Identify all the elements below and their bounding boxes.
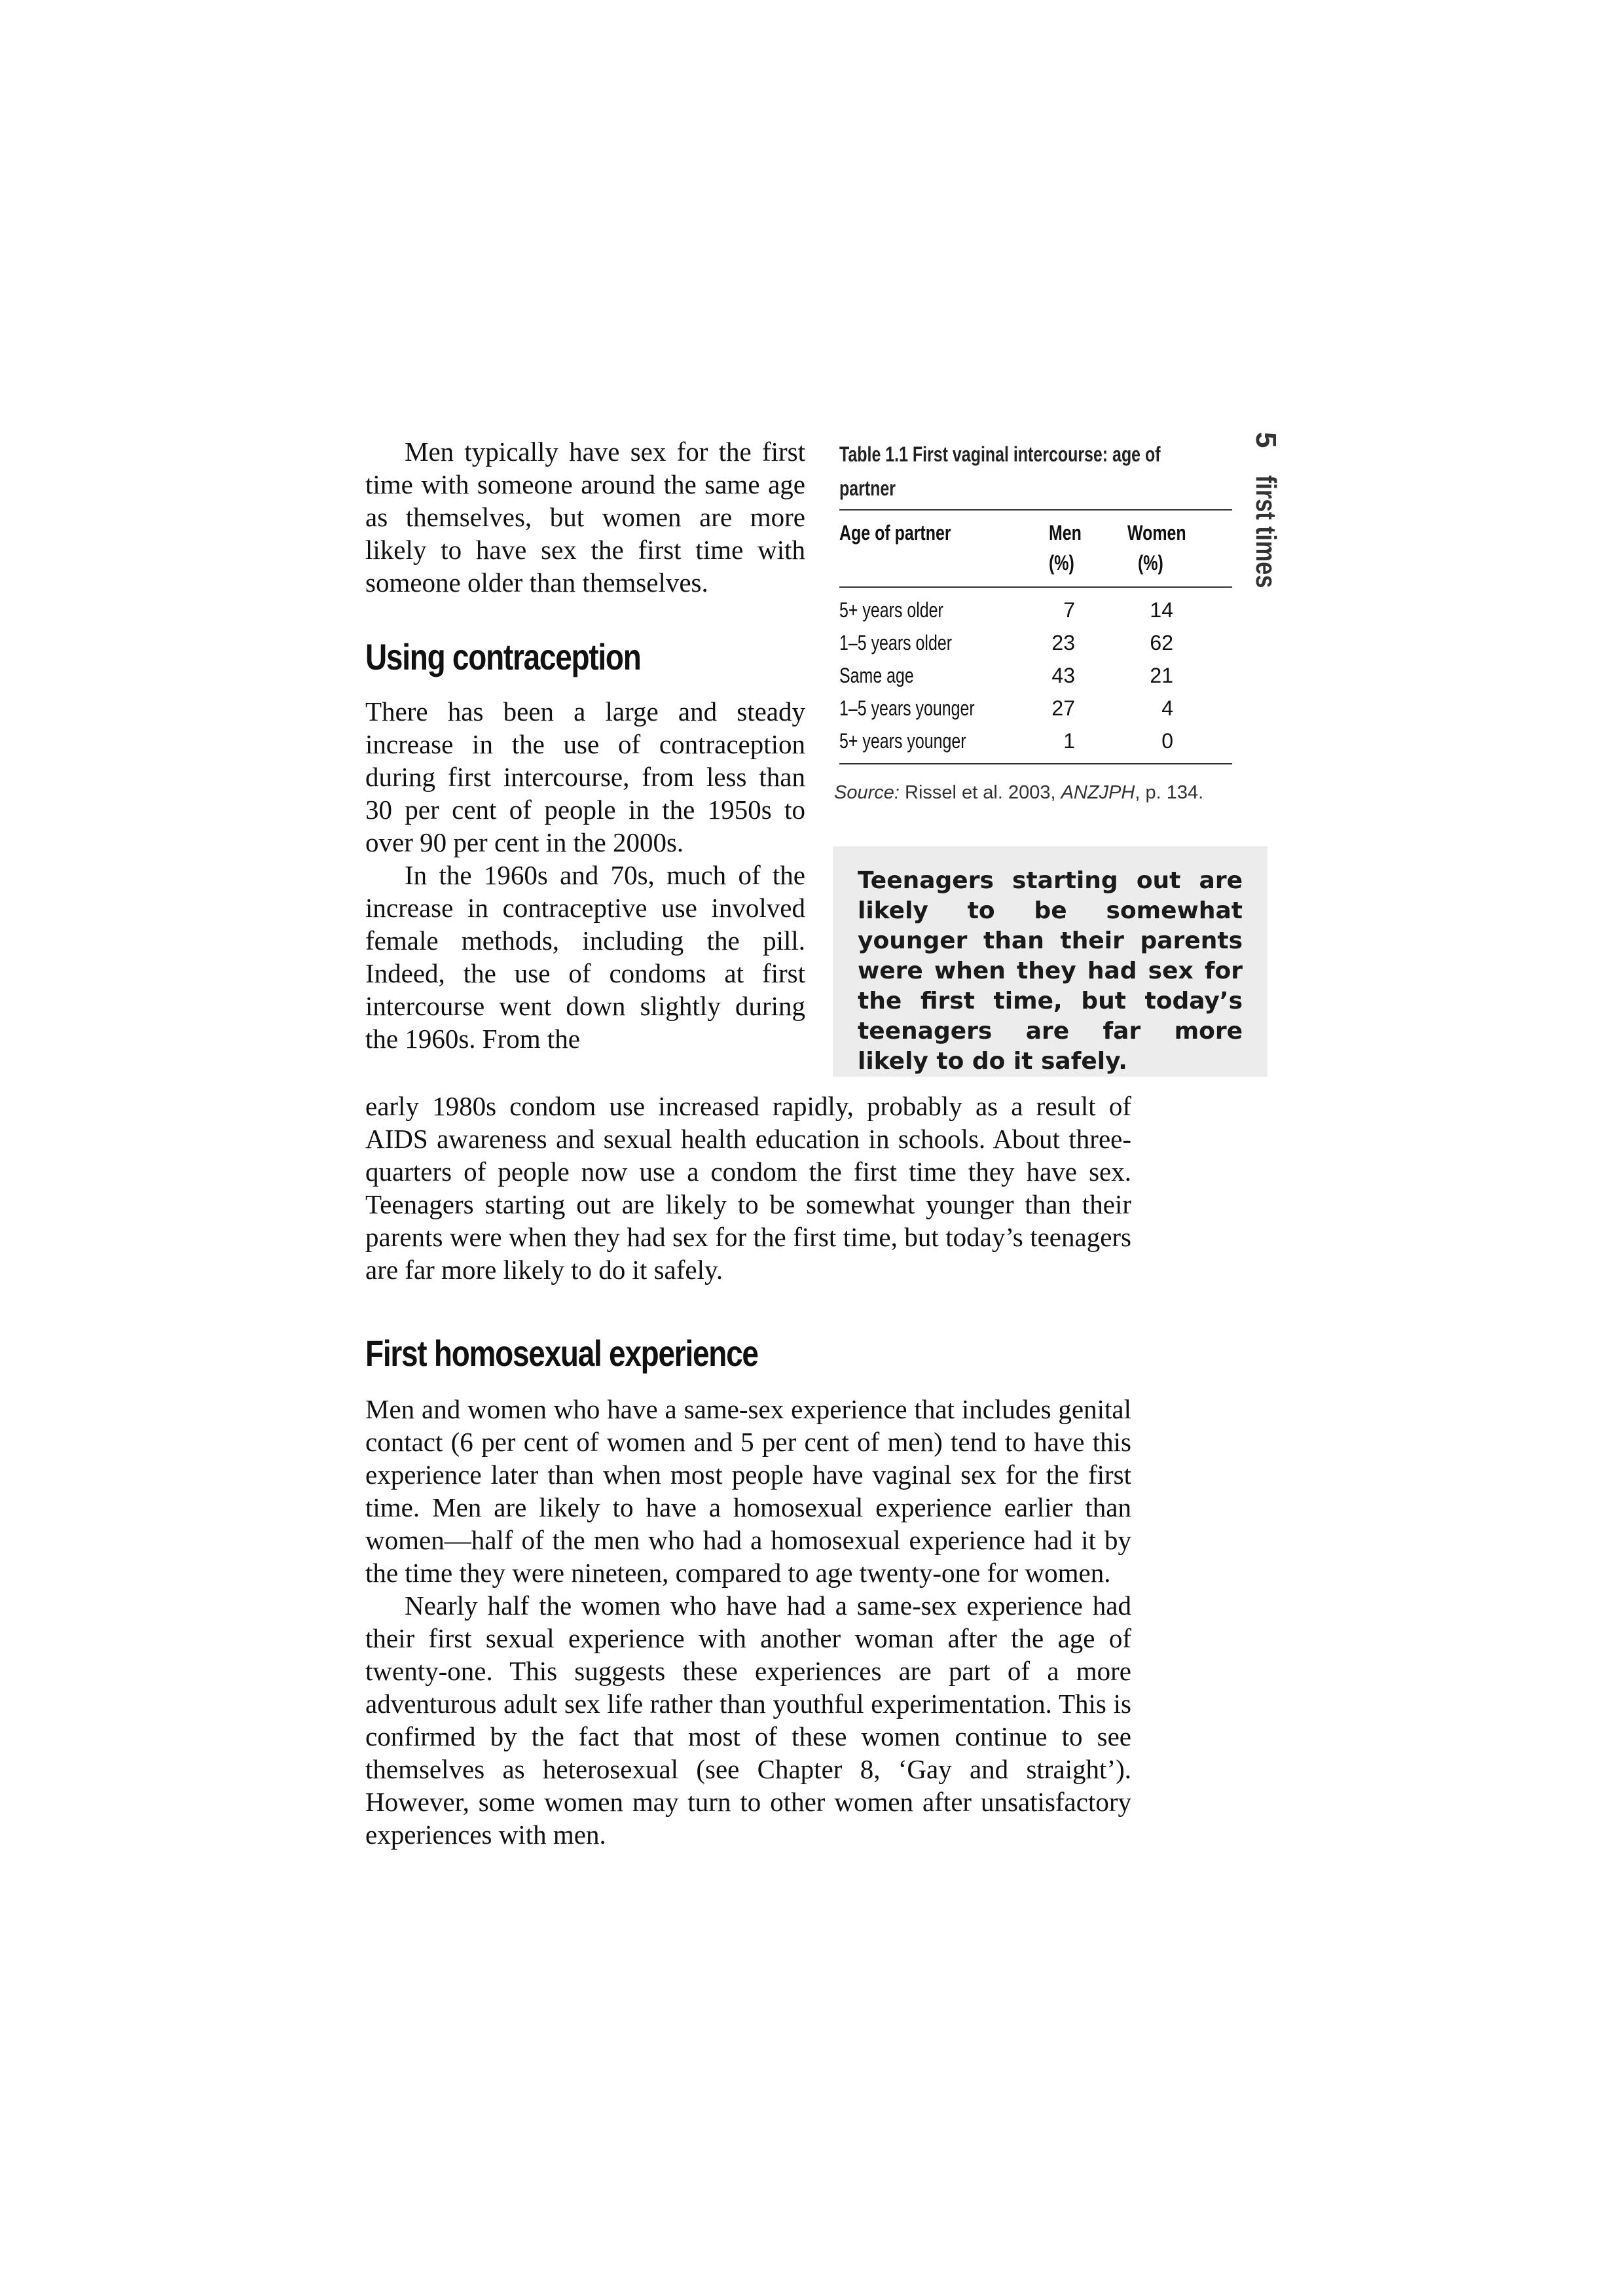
intro-paragraph: Men typically have sex for the first time with someone around the same age as themselves, but women are more likely to have sex the first time with someone older than themselves.: [365, 437, 805, 598]
page-number: 5: [1250, 432, 1282, 448]
pull-quote-box: [833, 846, 1267, 1077]
table-top-rule: [839, 509, 1232, 511]
homosexual-paragraph-2: Nearly half the women who have had a same-sex experience had their first sexual experience with another woman after the age of twenty-one. This suggests these experiences are part of a more adventurous adult sex life rather than youthful experimentation. This is confirmed by the fact that most of these women continue to see themselves as heterosexual (see Chapter 8, ‘Gay and straight’). However, some women may turn to other women after unsatisfactory experiences with men.: [365, 1590, 1131, 1850]
contraception-paragraph-1: There has been a large and steady increase in the use of contraception during first intercourse, from less than 30 per cent of people in the 1950s to over 90 per cent in the 2000s.: [365, 696, 805, 857]
table-row-women: 0: [1161, 729, 1173, 753]
homosexual-column: [365, 1393, 1131, 1851]
table-row-label: 5+ years older: [839, 598, 943, 622]
source-text-b: , p. 134.: [1135, 782, 1204, 803]
table-row-men: 27: [1051, 696, 1075, 720]
contraception-paragraph-2-start: In the 1960s and 70s, much of the increase in contraceptive use involved female methods, including the pill. Indeed, the use of condoms at first intercourse went down slightly during the 1960s. From the: [365, 860, 805, 1054]
section-heading-contraception: Using contraception: [365, 636, 641, 677]
intro-column: [365, 435, 805, 599]
table-row-label: 5+ years younger: [839, 729, 966, 753]
contraception-continuation: [365, 1090, 1131, 1286]
contraception-paragraph-2-rest: early 1980s condom use increased rapidly, probably as a result of AIDS awareness and sexual health education in schools. About three-quarters of people now use a condom the first time they have sex. Teenagers starting out are likely to be somewhat younger than their parents were when they had sex for the first time, but today’s teenagers are far more likely to do it safely.: [365, 1091, 1131, 1285]
table-block: [839, 437, 1232, 753]
contraception-column: [365, 695, 805, 1055]
table-header-women-unit: (%): [1138, 551, 1163, 575]
table-header-women: Women: [1127, 521, 1186, 545]
table-row-men: 43: [1051, 664, 1075, 687]
table-caption-line-2: partner: [839, 476, 896, 500]
table-row-men: 1: [1063, 729, 1075, 753]
table-row-label: 1–5 years older: [839, 631, 953, 655]
table-header-rule: [839, 586, 1232, 588]
table-source: [834, 781, 1203, 804]
table-row-label: Same age: [839, 664, 914, 687]
running-head-section: first times: [1250, 475, 1282, 588]
table-row-men: 23: [1051, 631, 1075, 655]
table-header-men: Men: [1049, 521, 1082, 545]
table-caption: [839, 437, 1232, 505]
table-header-age: Age of partner: [839, 521, 951, 545]
table-row-women: 14: [1150, 598, 1173, 622]
homosexual-paragraph-1: Men and women who have a same-sex experience that includes genital contact (6 per cent of women and 5 per cent of men) tend to have this experience later than when most people have vaginal sex for the first time. Men are likely to have a homosexual experience earlier than women—half of the men who had a homosexual experience had it by the time they were nineteen, compared to age twenty-one for women.: [365, 1394, 1131, 1588]
pull-quote-text: Teenagers starting out are likely to be somewhat younger than their parents were when they had sex for the first time, but today’s teenagers are far more likely to do it safely.: [858, 867, 1243, 1075]
source-label: Source:: [834, 782, 900, 803]
table-row-women: 4: [1161, 696, 1173, 720]
table-bottom-rule: [839, 763, 1232, 764]
table-row-women: 21: [1150, 664, 1173, 687]
running-head: [1247, 432, 1286, 622]
table-header-men-unit: (%): [1049, 551, 1074, 575]
source-text-a: Rissel et al. 2003,: [899, 782, 1061, 803]
table-row-women: 62: [1150, 631, 1173, 655]
table-caption-line-1: Table 1.1 First vaginal intercourse: age of: [839, 442, 1161, 466]
section-heading-homosexual: First homosexual experience: [365, 1333, 758, 1374]
table-row-men: 7: [1063, 598, 1075, 622]
table-row-label: 1–5 years younger: [839, 696, 975, 720]
source-journal: ANZJPH: [1061, 782, 1135, 803]
